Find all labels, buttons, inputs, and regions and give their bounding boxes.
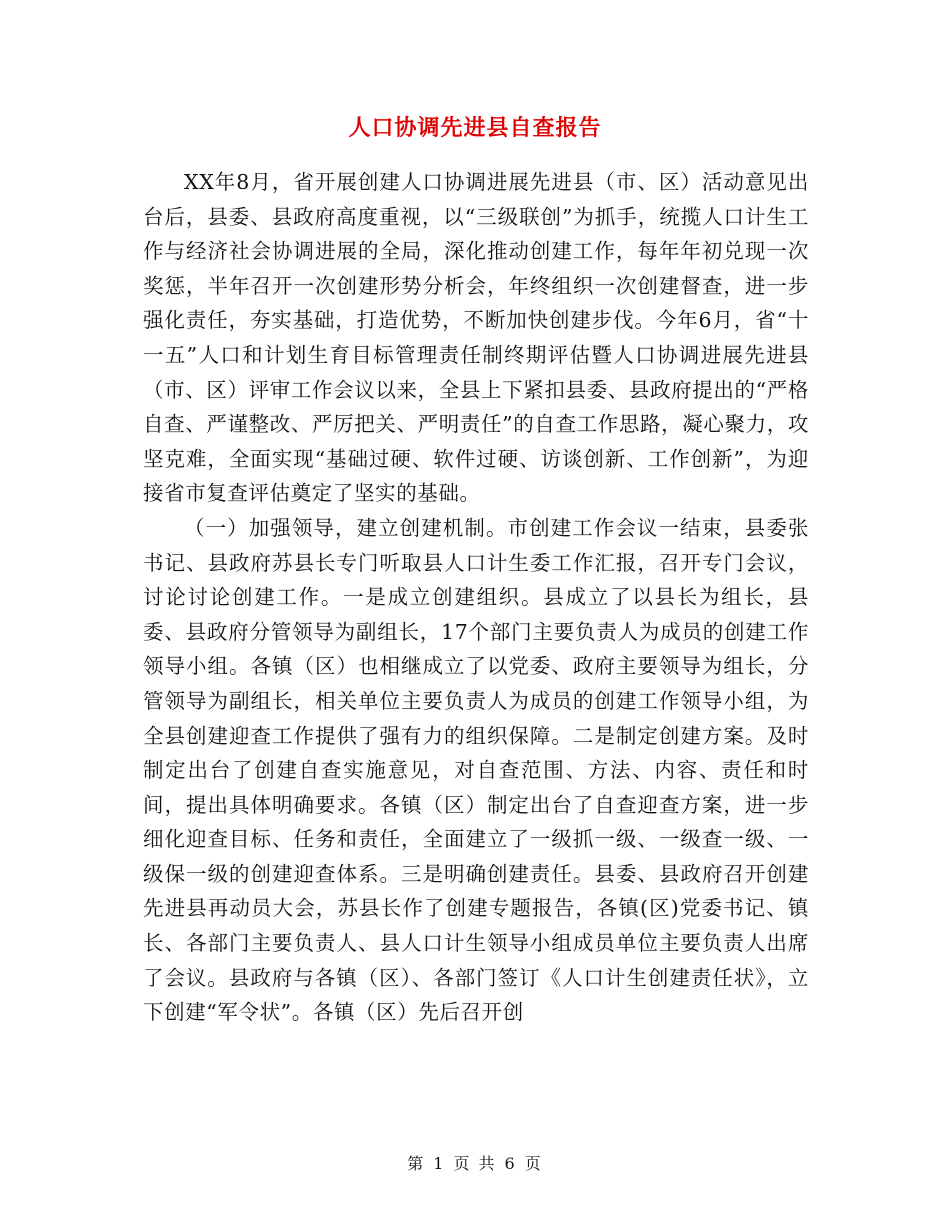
footer-suffix: 页 xyxy=(524,1154,543,1173)
footer-prefix: 第 xyxy=(407,1154,426,1173)
total-pages-number: 6 xyxy=(504,1154,517,1173)
paragraph-intro: XX年8月，省开展创建人口协调进展先进县（市、区）活动意见出台后，县委、县政府高度重视，以“三级联创”为抓手，统揽人口计生工作与经济社会协调进展的全局，深化推动创建工作，每年年初兑现一次奖惩，半年召开一次创建形势分析会，年终组织一次创建督查，进一步强化责任，夯实基础，打造优势，不断加快创建步伐。今年6月，省“十一五”人口和计划生育目标管理责任制终期评估暨人口协调进展先进县（市、区）评审工作会议以来，全县上下紧扣县委、县政府提出的“严格自查、严谨整改、严厉把关、严明责任”的自查工作思路，凝心聚力，攻坚克难，全面实现“基础过硬、软件过硬、访谈创新、工作创新”，为迎接省市复查评估奠定了坚实的基础。 xyxy=(143,170,809,506)
current-page-number: 1 xyxy=(433,1154,446,1173)
page-footer xyxy=(0,1152,950,1176)
document-title: 人口协调先进县自查报告 xyxy=(348,115,602,141)
document-body xyxy=(143,165,809,1030)
paragraph-section-1: （一）加强领导，建立创建机制。市创建工作会议一结束，县委张书记、县政府苏县长专门听取县人口计生委工作汇报，召开专门会议，讨论讨论创建工作。一是成立创建组织。县成立了以县长为组长，县委、县政府分管领导为副组长，17个部门主要负责人为成员的创建工作领导小组。各镇（区）也相继成立了以党委、政府主要领导为组长，分管领导为副组长，相关单位主要负责人为成员的创建工作领导小组，为全县创建迎查工作提供了强有力的组织保障。二是制定创建方案。及时制定出台了创建自查实施意见，对自查范围、方法、内容、责任和时间，提出具体明确要求。各镇（区）制定出台了自查迎查方案，进一步细化迎查目标、任务和责任，全面建立了一级抓一级、一级查一级、一级保一级的创建迎查体系。三是明确创建责任。县委、县政府召开创建先进县再动员大会，苏县长作了创建专题报告，各镇(区)党委书记、镇长、各部门主要负责人、县人口计生领导小组成员单位主要负责人出席了会议。县政府与各镇（区）、各部门签订《人口计生创建责任状》，立下创建“军令状”。各镇（区）先后召开创 xyxy=(143,515,809,1025)
footer-middle: 页 共 xyxy=(453,1154,497,1173)
